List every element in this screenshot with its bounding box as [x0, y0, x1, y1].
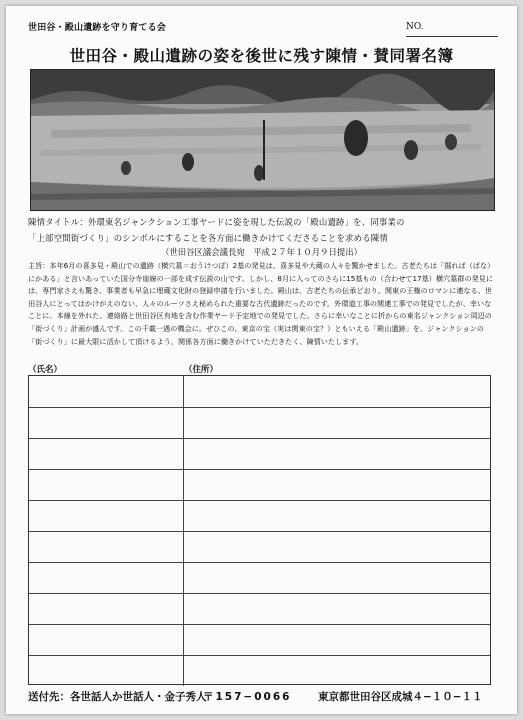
name-cell[interactable]	[29, 656, 184, 686]
address-cell[interactable]	[184, 625, 490, 655]
address-cell[interactable]	[184, 594, 490, 624]
excavation-site-photo	[30, 69, 495, 211]
address-cell[interactable]	[184, 376, 490, 407]
footer	[28, 689, 498, 704]
number-label: NO.	[406, 22, 424, 32]
address-cell[interactable]	[184, 656, 490, 686]
address-cell[interactable]	[184, 563, 490, 593]
signature-row	[29, 562, 490, 593]
postal-code: 〒157−0066	[203, 691, 292, 703]
petition-body: 主旨：本年6月の喜多見・殿山での遺跡（横穴墓＝おうけつぼ）2基の発見は、喜多見や大蔵の人々を驚かせました。古老たちは「掘れば（ぱな）にかある」と言いあっていた国分寺崖線の一部を成す伝説の山です。しかし、8月に入ってのさらに15基もの（合わせて17基）横穴墓群の発見には、専門家さえも驚き、事業者も早急に埋蔵文化財の登録申請を行いました。殿山は、古老たちの伝承どおり、関東の王権のロマンに連なる、世田谷人にとってはかけがえのない、人々のルーツさえ秘められた重要な古代遺跡だったのです。外環道工事の関連工事での発見でしたが、幸いなことに、本線を外れた、連絡路と世田谷区有地を含む作業ヤード予定地での発見でした。さらに幸いなことに折からの東名ジャンクション周辺の「街づくり」計画が盛んです。この千載一遇の機会に。ぜひこの、東京の宝（実は関東の宝？）ともいえる「殿山遺跡」を、ジャンクションの「街づくり」に最大限に活かして頂けるよう、関係各方面に働きかけていただきたく、陳情いたします。	[28, 261, 495, 346]
petition-subject	[28, 214, 496, 246]
name-cell[interactable]	[29, 532, 184, 562]
signature-row	[29, 469, 490, 500]
address-cell[interactable]	[184, 470, 490, 500]
page-title: 世田谷・殿山遺跡の姿を後世に残す陳情・賛同署名簿	[69, 47, 454, 65]
address-cell[interactable]	[184, 501, 490, 531]
sender-info: 送付先：各世話人か世話人・金子秀人	[28, 691, 207, 703]
signature-row	[29, 407, 490, 438]
petition-date: （世田谷区議会議長宛 平成２７年１０月９日提出）	[161, 247, 362, 257]
address-cell[interactable]	[184, 532, 490, 562]
signature-row	[29, 500, 490, 531]
name-cell[interactable]	[29, 594, 184, 624]
mailing-address: 東京都世田谷区成城４−１０−１１	[318, 691, 483, 703]
name-cell[interactable]	[29, 563, 184, 593]
name-cell[interactable]	[29, 625, 184, 655]
address-cell[interactable]	[184, 408, 490, 438]
name-cell[interactable]	[29, 376, 184, 407]
address-column-header: （住所）	[184, 365, 219, 375]
organization-name: 世田谷・殿山遺跡を守り育てる会	[28, 23, 167, 33]
signature-row	[29, 376, 490, 407]
name-column-header: （氏名）	[28, 365, 63, 375]
name-cell[interactable]	[29, 470, 184, 500]
name-cell[interactable]	[29, 501, 184, 531]
signature-row	[29, 531, 490, 562]
signature-row	[29, 624, 490, 655]
signature-row	[29, 438, 490, 469]
signature-table	[28, 375, 491, 685]
signature-row	[29, 593, 490, 624]
name-cell[interactable]	[29, 408, 184, 438]
subject-line-1: 陳情タイトル：外環東名ジャンクション工事ヤードに姿を現した伝説の「殿山遺跡」を、同事業の	[28, 217, 405, 227]
number-field-line	[406, 36, 498, 37]
signature-row	[29, 655, 490, 686]
address-cell[interactable]	[184, 439, 490, 469]
name-cell[interactable]	[29, 439, 184, 469]
subject-line-2: 「上部空間街づくり」のシンボルにすることを各方面に働きかけてくださることを求める陳情	[28, 233, 388, 243]
petition-sheet	[6, 6, 517, 714]
